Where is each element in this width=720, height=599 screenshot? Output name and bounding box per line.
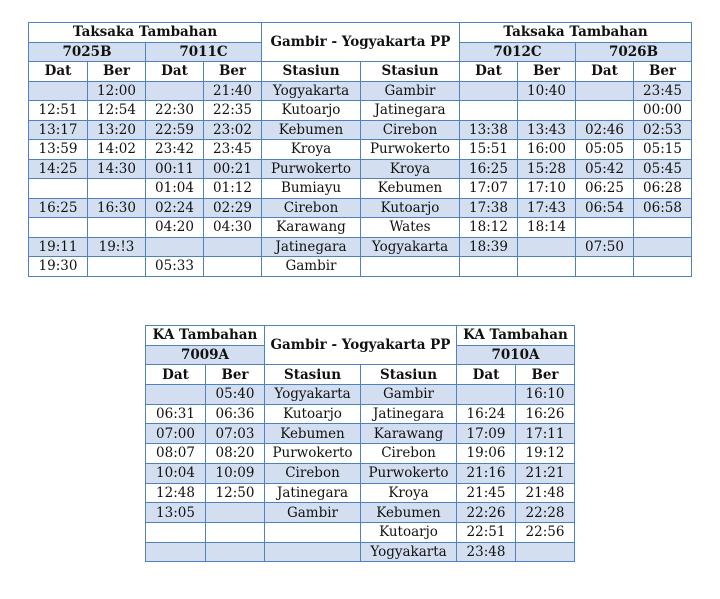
time-cell: 16:10 bbox=[516, 385, 575, 405]
station-cell: Kroya bbox=[262, 140, 361, 160]
station-cell: Gambir bbox=[262, 257, 361, 277]
column-header: Stasiun bbox=[361, 365, 457, 385]
time-cell: 13:59 bbox=[29, 140, 88, 160]
time-cell: 16:26 bbox=[516, 404, 575, 424]
table-row bbox=[146, 503, 575, 523]
time-cell: 02:24 bbox=[146, 198, 204, 218]
time-cell: 12:50 bbox=[206, 483, 265, 503]
route-title: Gambir - Yogyakarta PP bbox=[262, 23, 460, 62]
time-cell bbox=[204, 257, 262, 277]
time-cell: 08:20 bbox=[206, 444, 265, 464]
station-cell: Kroya bbox=[361, 483, 457, 503]
time-cell: 21:21 bbox=[516, 463, 575, 483]
time-cell bbox=[88, 179, 146, 199]
time-cell: 05:40 bbox=[206, 385, 265, 405]
time-cell: 14:25 bbox=[29, 159, 88, 179]
time-cell bbox=[29, 179, 88, 199]
time-cell: 23:02 bbox=[204, 120, 262, 140]
table-row bbox=[29, 159, 692, 179]
station-cell: Purwokerto bbox=[361, 463, 457, 483]
column-header: Ber bbox=[204, 62, 262, 82]
time-cell: 14:30 bbox=[88, 159, 146, 179]
table-row bbox=[146, 542, 575, 562]
station-cell bbox=[265, 542, 361, 562]
time-cell: 10:04 bbox=[146, 463, 206, 483]
station-cell: Kutoarjo bbox=[361, 522, 457, 542]
station-cell: Kebumen bbox=[262, 120, 361, 140]
train-group-title: Taksaka Tambahan bbox=[460, 23, 692, 43]
time-cell bbox=[206, 542, 265, 562]
station-cell: Cirebon bbox=[262, 198, 361, 218]
station-cell: Karawang bbox=[361, 424, 457, 444]
time-cell: 06:28 bbox=[634, 179, 692, 199]
time-cell: 16:25 bbox=[29, 198, 88, 218]
station-cell bbox=[361, 257, 460, 277]
station-cell: Kroya bbox=[361, 159, 460, 179]
station-cell: Jatinegara bbox=[262, 237, 361, 257]
time-cell: 01:04 bbox=[146, 179, 204, 199]
time-cell: 00:00 bbox=[634, 101, 692, 121]
time-cell bbox=[634, 218, 692, 238]
time-cell: 22:51 bbox=[457, 522, 516, 542]
table-row bbox=[29, 120, 692, 140]
time-cell bbox=[146, 237, 204, 257]
time-cell: 15:28 bbox=[518, 159, 576, 179]
table-row bbox=[146, 404, 575, 424]
time-cell: 21:16 bbox=[457, 463, 516, 483]
station-cell: Kutoarjo bbox=[361, 198, 460, 218]
time-cell bbox=[206, 503, 265, 523]
column-header: Ber bbox=[516, 365, 575, 385]
time-cell: 04:30 bbox=[204, 218, 262, 238]
train-group-title: Taksaka Tambahan bbox=[29, 23, 262, 43]
time-cell: 06:31 bbox=[146, 404, 206, 424]
time-cell: 13:05 bbox=[146, 503, 206, 523]
column-header: Ber bbox=[518, 62, 576, 82]
time-cell: 05:05 bbox=[576, 140, 634, 160]
time-cell: 22:59 bbox=[146, 120, 204, 140]
time-cell: 12:48 bbox=[146, 483, 206, 503]
time-cell bbox=[457, 385, 516, 405]
table-row bbox=[146, 463, 575, 483]
time-cell: 17:09 bbox=[457, 424, 516, 444]
header-row-columns bbox=[29, 62, 692, 82]
time-cell: 08:07 bbox=[146, 444, 206, 464]
time-cell: 16:00 bbox=[518, 140, 576, 160]
time-cell: 21:40 bbox=[204, 81, 262, 101]
time-cell: 07:03 bbox=[206, 424, 265, 444]
train-number: 7025B bbox=[29, 42, 146, 62]
time-cell: 12:00 bbox=[88, 81, 146, 101]
time-cell: 23:45 bbox=[204, 140, 262, 160]
time-cell: 19:30 bbox=[29, 257, 88, 277]
station-cell bbox=[265, 522, 361, 542]
train-number: 7011C bbox=[146, 42, 262, 62]
station-cell: Gambir bbox=[361, 385, 457, 405]
time-cell: 05:42 bbox=[576, 159, 634, 179]
table-row bbox=[146, 444, 575, 464]
column-header: Stasiun bbox=[265, 365, 361, 385]
train-group-title: KA Tambahan bbox=[457, 326, 575, 346]
table-row bbox=[29, 81, 692, 101]
time-cell: 06:36 bbox=[206, 404, 265, 424]
time-cell: 05:45 bbox=[634, 159, 692, 179]
time-cell bbox=[460, 101, 518, 121]
station-cell: Kutoarjo bbox=[262, 101, 361, 121]
time-cell bbox=[460, 257, 518, 277]
time-cell: 17:11 bbox=[516, 424, 575, 444]
table-row bbox=[29, 237, 692, 257]
time-cell bbox=[634, 257, 692, 277]
time-cell: 17:10 bbox=[518, 179, 576, 199]
time-cell: 18:14 bbox=[518, 218, 576, 238]
time-cell: 14:02 bbox=[88, 140, 146, 160]
station-cell: Kutoarjo bbox=[265, 404, 361, 424]
time-cell: 15:51 bbox=[460, 140, 518, 160]
time-cell: 10:09 bbox=[206, 463, 265, 483]
time-cell bbox=[516, 542, 575, 562]
time-cell bbox=[576, 257, 634, 277]
time-cell: 07:00 bbox=[146, 424, 206, 444]
train-number: 7012C bbox=[460, 42, 576, 62]
time-cell: 22:56 bbox=[516, 522, 575, 542]
time-cell: 17:07 bbox=[460, 179, 518, 199]
station-cell: Yogyakarta bbox=[361, 237, 460, 257]
time-cell bbox=[146, 542, 206, 562]
table-row bbox=[29, 101, 692, 121]
time-cell: 23:42 bbox=[146, 140, 204, 160]
train-number: 7009A bbox=[146, 345, 265, 365]
time-cell bbox=[634, 237, 692, 257]
table-row bbox=[146, 385, 575, 405]
time-cell: 19:12 bbox=[516, 444, 575, 464]
route-title: Gambir - Yogyakarta PP bbox=[265, 326, 457, 365]
column-header: Stasiun bbox=[262, 62, 361, 82]
time-cell: 01:12 bbox=[204, 179, 262, 199]
time-cell bbox=[518, 237, 576, 257]
table-row bbox=[29, 179, 692, 199]
station-cell: Wates bbox=[361, 218, 460, 238]
table-row bbox=[29, 257, 692, 277]
time-cell: 18:12 bbox=[460, 218, 518, 238]
station-cell: Yogyakarta bbox=[361, 542, 457, 562]
station-cell: Purwokerto bbox=[361, 140, 460, 160]
time-cell: 07:50 bbox=[576, 237, 634, 257]
time-cell: 22:28 bbox=[516, 503, 575, 523]
station-cell: Cirebon bbox=[265, 463, 361, 483]
time-cell: 00:21 bbox=[204, 159, 262, 179]
station-cell: Jatinegara bbox=[265, 483, 361, 503]
table-row bbox=[29, 198, 692, 218]
time-cell bbox=[576, 218, 634, 238]
time-cell: 10:40 bbox=[518, 81, 576, 101]
header-row-title bbox=[146, 326, 575, 346]
time-cell: 16:25 bbox=[460, 159, 518, 179]
table-row bbox=[29, 218, 692, 238]
time-cell: 05:33 bbox=[146, 257, 204, 277]
header-row-title bbox=[29, 23, 692, 43]
time-cell bbox=[518, 101, 576, 121]
station-cell: Jatinegara bbox=[361, 101, 460, 121]
time-cell: 02:53 bbox=[634, 120, 692, 140]
station-cell: Yogyakarta bbox=[262, 81, 361, 101]
time-cell bbox=[204, 237, 262, 257]
column-header: Stasiun bbox=[361, 62, 460, 82]
time-cell bbox=[206, 522, 265, 542]
time-cell: 22:30 bbox=[146, 101, 204, 121]
time-cell: 19:11 bbox=[29, 237, 88, 257]
table-row bbox=[29, 140, 692, 160]
time-cell bbox=[460, 81, 518, 101]
table-row bbox=[146, 424, 575, 444]
time-cell: 21:45 bbox=[457, 483, 516, 503]
time-cell bbox=[518, 257, 576, 277]
time-cell: 23:48 bbox=[457, 542, 516, 562]
time-cell: 22:35 bbox=[204, 101, 262, 121]
column-header: Dat bbox=[146, 62, 204, 82]
station-cell: Cirebon bbox=[361, 120, 460, 140]
time-cell: 13:38 bbox=[460, 120, 518, 140]
time-cell: 06:25 bbox=[576, 179, 634, 199]
time-cell: 12:54 bbox=[88, 101, 146, 121]
time-cell: 02:29 bbox=[204, 198, 262, 218]
time-cell bbox=[88, 257, 146, 277]
time-cell bbox=[88, 218, 146, 238]
time-cell: 22:26 bbox=[457, 503, 516, 523]
column-header: Ber bbox=[206, 365, 265, 385]
time-cell bbox=[146, 385, 206, 405]
time-cell: 21:48 bbox=[516, 483, 575, 503]
column-header: Dat bbox=[457, 365, 516, 385]
header-row-columns bbox=[146, 365, 575, 385]
column-header: Dat bbox=[146, 365, 206, 385]
time-cell: 12:51 bbox=[29, 101, 88, 121]
time-cell bbox=[576, 101, 634, 121]
station-cell: Purwokerto bbox=[262, 159, 361, 179]
station-cell: Bumiayu bbox=[262, 179, 361, 199]
train-number: 7026B bbox=[576, 42, 692, 62]
time-cell: 13:17 bbox=[29, 120, 88, 140]
station-cell: Kebumen bbox=[265, 424, 361, 444]
table-row bbox=[146, 522, 575, 542]
column-header: Dat bbox=[576, 62, 634, 82]
time-cell: 02:46 bbox=[576, 120, 634, 140]
column-header: Dat bbox=[460, 62, 518, 82]
time-cell: 23:45 bbox=[634, 81, 692, 101]
time-cell bbox=[29, 218, 88, 238]
time-cell: 04:20 bbox=[146, 218, 204, 238]
column-header: Ber bbox=[88, 62, 146, 82]
time-cell bbox=[29, 81, 88, 101]
train-group-title: KA Tambahan bbox=[146, 326, 265, 346]
time-cell bbox=[576, 81, 634, 101]
time-cell: 05:15 bbox=[634, 140, 692, 160]
station-cell: Cirebon bbox=[361, 444, 457, 464]
time-cell bbox=[146, 81, 204, 101]
time-cell: 13:43 bbox=[518, 120, 576, 140]
station-cell: Karawang bbox=[262, 218, 361, 238]
time-cell: 00:11 bbox=[146, 159, 204, 179]
station-cell: Purwokerto bbox=[265, 444, 361, 464]
station-cell: Jatinegara bbox=[361, 404, 457, 424]
time-cell: 16:24 bbox=[457, 404, 516, 424]
time-cell: 19:!3 bbox=[88, 237, 146, 257]
table-row bbox=[146, 483, 575, 503]
time-cell: 06:54 bbox=[576, 198, 634, 218]
train-number: 7010A bbox=[457, 345, 575, 365]
time-cell: 17:43 bbox=[518, 198, 576, 218]
station-cell: Kebumen bbox=[361, 503, 457, 523]
time-cell bbox=[146, 522, 206, 542]
station-cell: Yogyakarta bbox=[265, 385, 361, 405]
time-cell: 19:06 bbox=[457, 444, 516, 464]
ka-tambahan-schedule-table bbox=[145, 325, 575, 562]
time-cell: 13:20 bbox=[88, 120, 146, 140]
station-cell: Gambir bbox=[265, 503, 361, 523]
station-cell: Kebumen bbox=[361, 179, 460, 199]
taksaka-schedule-table bbox=[28, 22, 692, 277]
time-cell: 17:38 bbox=[460, 198, 518, 218]
time-cell: 18:39 bbox=[460, 237, 518, 257]
time-cell: 06:58 bbox=[634, 198, 692, 218]
column-header: Dat bbox=[29, 62, 88, 82]
station-cell: Gambir bbox=[361, 81, 460, 101]
column-header: Ber bbox=[634, 62, 692, 82]
time-cell: 16:30 bbox=[88, 198, 146, 218]
